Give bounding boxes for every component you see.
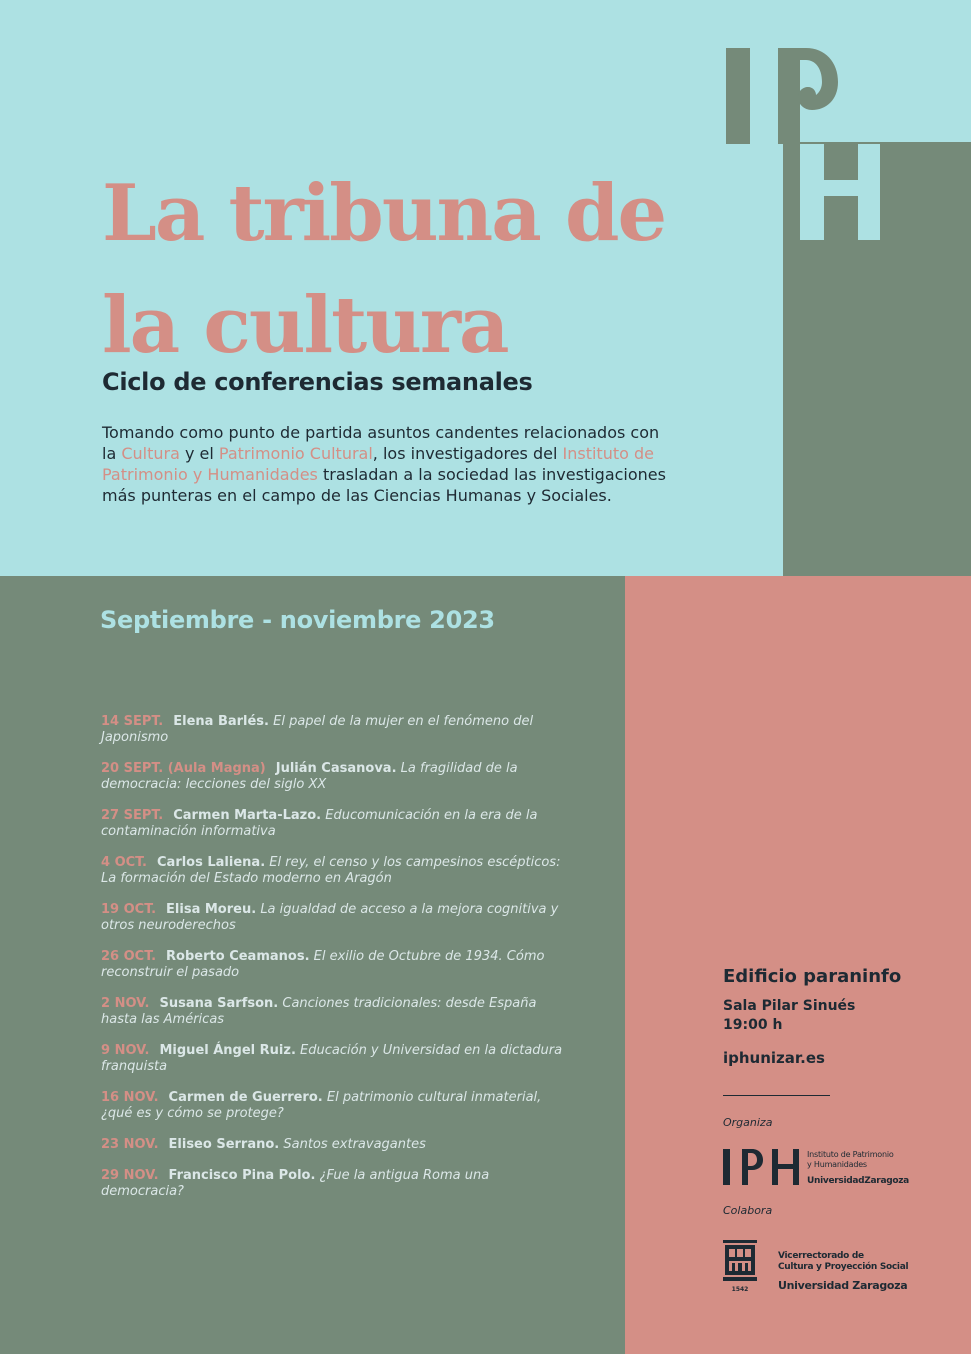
intro-text-1: Tomando como punto de partida asuntos candentes relacionados con la xyxy=(102,423,660,463)
events-list xyxy=(101,714,571,1215)
title-line-2: la cultura xyxy=(102,280,508,371)
event-title: El rey, el censo y los campesinos escépticos: La formación del Estado moderno en Aragón xyxy=(101,855,561,886)
event-date: 23 NOV. xyxy=(101,1137,159,1152)
event-speaker: Miguel Ángel Ruiz. xyxy=(159,1043,296,1058)
iph-institute-line-1: Instituto de Patrimonio xyxy=(807,1150,894,1159)
event-speaker: Eliseo Serrano. xyxy=(168,1137,280,1152)
venue-room: Sala Pilar Sinués xyxy=(723,998,856,1014)
event-speaker: Carlos Laliena. xyxy=(157,855,266,870)
intro-text-2: y el xyxy=(179,444,219,463)
event-item xyxy=(101,949,571,981)
event-speaker: Francisco Pina Polo. xyxy=(168,1168,316,1183)
venue-info xyxy=(723,966,901,1067)
vicerrectorado-line-1: Vicerrectorado de xyxy=(778,1251,864,1261)
university-crest-icon xyxy=(722,1238,758,1294)
website-link[interactable]: iphunizar.es xyxy=(723,1049,825,1067)
event-date: 14 SEPT. xyxy=(101,714,164,729)
event-title: El patrimonio cultural inmaterial, ¿qué es y cómo se protege? xyxy=(101,1090,542,1121)
title-line-1: La tribuna de xyxy=(102,168,666,259)
intro-paragraph xyxy=(102,422,672,506)
intro-highlight-patrimonio: Patrimonio Cultural xyxy=(218,444,373,463)
event-date: 26 OCT. xyxy=(101,949,157,964)
event-item xyxy=(101,902,571,934)
venue-name: Edificio paraninfo xyxy=(723,966,902,987)
event-item xyxy=(101,761,571,793)
intro-text-4: trasladan a la sociedad las investigaciones más punteras en el campo de las Ciencias Humanas y Sociales. xyxy=(102,465,666,505)
event-title: La fragilidad de la democracia: lecciones del siglo XX xyxy=(101,761,518,792)
iph-logo-icon xyxy=(720,40,890,240)
event-item xyxy=(101,855,571,887)
event-title: Canciones tradicionales: desde España hasta las Américas xyxy=(101,996,537,1027)
event-title: Educación y Universidad en la dictadura franquista xyxy=(101,1043,563,1074)
event-speaker: Roberto Ceamanos. xyxy=(166,949,310,964)
vicerrectorado-university: Universidad Zaragoza xyxy=(778,1279,908,1292)
event-speaker: Carmen Marta-Lazo. xyxy=(173,808,322,823)
organiza-label: Organiza xyxy=(723,1116,773,1129)
event-item xyxy=(101,714,571,746)
venue-time: 19:00 h xyxy=(723,1017,783,1033)
event-item xyxy=(101,1043,571,1075)
event-title: Santos extravagantes xyxy=(283,1137,426,1152)
event-speaker: Susana Sarfson. xyxy=(159,996,279,1011)
iph-institute-name xyxy=(807,1150,894,1170)
event-date: 20 SEPT. (Aula Magna) xyxy=(101,761,266,776)
event-date: 4 OCT. xyxy=(101,855,147,870)
event-date: 9 NOV. xyxy=(101,1043,150,1058)
event-date: 29 NOV. xyxy=(101,1168,159,1183)
intro-highlight-cultura: Cultura xyxy=(121,444,180,463)
divider xyxy=(723,1095,830,1096)
event-speaker: Elena Barlés. xyxy=(173,714,269,729)
event-speaker: Elisa Moreu. xyxy=(166,902,257,917)
intro-text-3: , los investigadores del xyxy=(372,444,563,463)
subtitle: Ciclo de conferencias semanales xyxy=(102,368,533,396)
info-panel xyxy=(625,576,971,1354)
event-item xyxy=(101,1168,571,1200)
event-date: 19 OCT. xyxy=(101,902,157,917)
event-item xyxy=(101,1090,571,1122)
event-title: El exilio de Octubre de 1934. Cómo reconstruir el pasado xyxy=(101,949,545,980)
iph-institute-line-2: y Humanidades xyxy=(807,1160,867,1169)
event-item xyxy=(101,1137,571,1153)
colabora-label: Colabora xyxy=(723,1204,773,1217)
vicerrectorado-name xyxy=(778,1251,908,1273)
vicerrectorado-line-2: Cultura y Proyección Social xyxy=(778,1262,909,1272)
event-speaker: Carmen de Guerrero. xyxy=(168,1090,323,1105)
event-date: 16 NOV. xyxy=(101,1090,159,1105)
event-date: 2 NOV. xyxy=(101,996,150,1011)
event-title: Educomunicación en la era de la contaminación informativa xyxy=(101,808,538,839)
event-title: ¿Fue la antigua Roma una democracia? xyxy=(101,1168,490,1199)
event-title: El papel de la mujer en el fenómeno del Japonismo xyxy=(101,714,534,745)
event-date: 27 SEPT. xyxy=(101,808,164,823)
period-heading: Septiembre - noviembre 2023 xyxy=(100,606,495,634)
iph-university: UniversidadZaragoza xyxy=(807,1176,909,1186)
event-item xyxy=(101,808,571,840)
crest-year: 1542 xyxy=(731,1286,749,1293)
intro-highlight-instituto: Instituto de Patrimonio y Humanidades xyxy=(102,444,654,484)
page-title xyxy=(102,158,665,382)
event-title: La igualdad de acceso a la mejora cognitiva y otros neuroderechos xyxy=(101,902,559,933)
iph-logo-icon xyxy=(722,1148,804,1186)
event-item xyxy=(101,996,571,1028)
event-speaker: Julián Casanova. xyxy=(275,761,397,776)
